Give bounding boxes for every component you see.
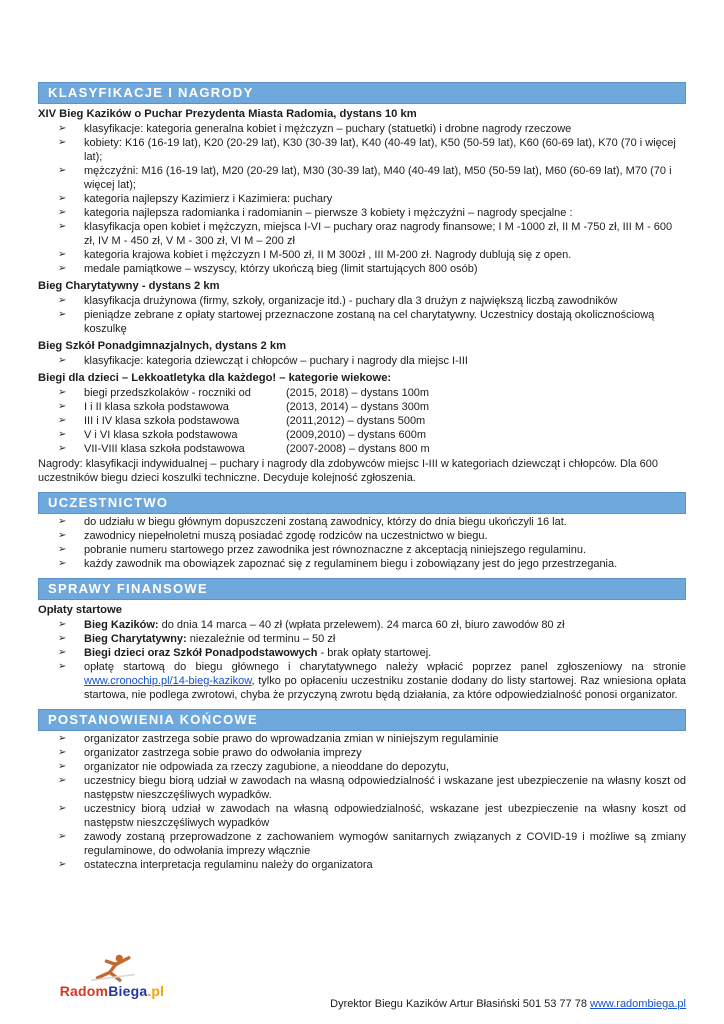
list-item [58,529,686,543]
list-item [58,400,686,414]
bullet-arrow-icon: ➢ [58,309,67,320]
section-header-postanowienia: POSTANOWIENIA KOŃCOWE [38,709,686,731]
list-item-text: kategoria krajowa kobiet i mężczyzn I M-500 zł, II M 300zł , III M-200 zł. Nagrody dublują się z open. [84,249,572,261]
list-item [58,192,686,206]
list-item [58,802,686,830]
list-item-text [84,428,686,442]
runner-icon [84,952,140,986]
radombiega-logo [46,952,178,999]
kids-race-detail: (2013, 2014) – dystans 300m [286,401,430,413]
kids-race-detail: (2007-2008) – dystans 800 m [286,443,430,455]
list-item [58,632,686,646]
kids-note-paragraph: Nagrody: klasyfikacji indywidualnej – puchary i nagrody dla zdobywców miejsc I-III w kategoriach dziewcząt i chłopców. Dla 600 uczestników biegu dzieci koszulki techniczne. Decyduje kolejność zgłoszenia. [38,458,658,484]
finansowe-list [38,618,686,702]
footer-contact-text: Dyrektor Biegu Kazików Artur Błasiński 501 53 77 78 [330,998,590,1010]
list-item [58,774,686,802]
section-header-uczestnictwo: UCZESTNICTWO [38,492,686,514]
list-item [58,136,686,164]
list-item [58,646,686,660]
bullet-arrow-icon: ➢ [58,249,67,260]
list-item-text: Bieg Charytatywny: niezależnie od terminu – 50 zł [84,633,336,645]
bullet-arrow-icon: ➢ [58,831,67,842]
bullet-arrow-icon: ➢ [58,429,67,440]
postanowienia-list [38,732,686,872]
list-item-text: ostateczna interpretacja regulaminu należy do organizatora [84,859,373,871]
kids-race-label: III i IV klasa szkoła podstawowa [84,415,240,427]
subheading-bieg-szkol: Bieg Szkół Ponadgimnazjalnych, dystans 2 km [38,340,287,352]
uczestnictwo-list [38,515,686,571]
list-item-text: uczestnicy biorą udział w zawodach na własną odpowiedzialność, wskazane jest ubezpieczenie na własny koszt od następstw nieszczęśliwych wypadków [84,803,686,829]
list-item-text: kategoria najlepsza radomianka i radomianin – pierwsze 3 kobiety i mężczyźni – nagrody specjalne : [84,207,573,219]
list-item [58,618,686,632]
bullet-arrow-icon: ➢ [58,516,67,527]
section-header-finansowe: SPRAWY FINANSOWE [38,578,686,600]
bullet-arrow-icon: ➢ [58,443,67,454]
list-item [58,760,686,774]
subheading-bieg-charytatywny: Bieg Charytatywny - dystans 2 km [38,280,220,292]
bullet-arrow-icon: ➢ [58,193,67,204]
list-item [58,262,686,276]
list-item-text: organizator nie odpowiada za rzeczy zagubione, a nieoddane do depozytu, [84,761,450,773]
kids-race-label: biegi przedszkolaków - roczniki od [84,387,251,399]
bullet-arrow-icon: ➢ [58,221,67,232]
kids-race-label: VII-VIII klasa szkoła podstawowa [84,443,245,455]
list-item [58,830,686,858]
logo-part-biega: Biega [108,983,148,999]
list-item-text: uczestnicy biegu biorą udział w zawodach na własną odpowiedzialność i wskazane jest ubezpieczenie na własny koszt od następstw nieszczęśliwych wypadków. [84,775,686,801]
list-item [58,122,686,136]
radombiega-link[interactable]: www.radombiega.pl [590,998,686,1010]
list-item [58,308,686,336]
bullet-arrow-icon: ➢ [58,415,67,426]
list-item [58,660,686,702]
list-item [58,386,686,400]
list-item-text [84,400,686,414]
list-item-text: klasyfikacje: kategoria generalna kobiet i mężczyzn – puchary (statuetki) i drobne nagrody rzeczowe [84,123,572,135]
bullet-arrow-icon: ➢ [58,530,67,541]
bullet-arrow-icon: ➢ [58,207,67,218]
list-item-text: kobiety: K16 (16-19 lat), K20 (20-29 lat), K30 (30-39 lat), K40 (40-49 lat), K50 (50-59 lat), K60 (60-69 lat), K70 (70 i więcej lat); [84,137,676,163]
list-item [58,515,686,529]
list-item-text: organizator zastrzega sobie prawo do odwołania imprezy [84,747,362,759]
list-item-text [84,386,686,400]
szkoly-list [38,354,686,368]
list-item-text: Bieg Kazików: do dnia 14 marca – 40 zł (wpłata przelewem). 24 marca 60 zł, biuro zawodów 80 zł [84,619,565,631]
list-item [58,220,686,248]
kids-race-label: V i VI klasa szkoła podstawowa [84,429,238,441]
bullet-arrow-icon: ➢ [58,544,67,555]
list-item-text: pieniądze zebrane z opłaty startowej przeznaczone zostaną na cel charytatywny. Uczestnicy dostają okolicznościową koszulkę [84,309,655,335]
list-item-text: klasyfikacje: kategoria dziewcząt i chłopców – puchary i nagrody dla miejsc I-III [84,355,468,367]
list-item [58,428,686,442]
list-item-text [84,442,686,456]
list-item [58,294,686,308]
bullet-arrow-icon: ➢ [58,137,67,148]
bullet-arrow-icon: ➢ [58,647,67,658]
list-item [58,858,686,872]
bullet-arrow-icon: ➢ [58,775,67,786]
list-item-text: klasyfikacja open kobiet i mężczyzn, miejsca I-VI – puchary oraz nagrody finansowe; I M -1000 zł, II M -750 zł, III M - 600 zł, IV M - 450 zł, V M - 300 zł, VI M – 200 zł [84,221,673,247]
bullet-arrow-icon: ➢ [58,859,67,870]
list-item [58,543,686,557]
charytatywny-list [38,294,686,336]
bullet-arrow-icon: ➢ [58,165,67,176]
list-item [58,248,686,262]
list-item-text: zawodnicy niepełnoletni muszą posiadać zgodę rodziców na uczestnictwo w biegu. [84,530,488,542]
logo-part-pl: .pl [147,983,165,999]
klasyfikacje-main-list [38,122,686,276]
kids-race-detail: (2015, 2018) – dystans 100m [286,387,430,399]
kids-list [38,386,686,456]
bullet-arrow-icon: ➢ [58,355,67,366]
list-item-text: organizator zastrzega sobie prawo do wprowadzania zmian w niniejszym regulaminie [84,733,499,745]
bullet-arrow-icon: ➢ [58,633,67,644]
bullet-arrow-icon: ➢ [58,733,67,744]
subheading-bieg-kazikow: XIV Bieg Kazików o Puchar Prezydenta Miasta Radomia, dystans 10 km [38,108,417,120]
list-item-text: pobranie numeru startowego przez zawodnika jest równoznaczne z akceptacją niniejszego regulaminu. [84,544,587,556]
bullet-arrow-icon: ➢ [58,558,67,569]
footer-contact-line [330,997,686,1011]
logo-part-radom: Radom [59,983,109,999]
list-item-text: zawody zostaną przeprowadzone z zachowaniem wymogów sanitarnych związanych z COVID-19 i możliwe są zmiany regulaminowe, do odwołania imprezy włącznie [84,831,686,857]
list-item-text: kategoria najlepszy Kazimierz i Kazimiera: puchary [84,193,333,205]
list-item [58,746,686,760]
list-item-text [84,414,686,428]
list-item-text: mężczyźni: M16 (16-19 lat), M20 (20-29 lat), M30 (30-39 lat), M40 (40-49 lat), M50 (50-59 lat), M60 (60-69 lat), M70 (70 i więcej lat); [84,165,672,191]
list-item [58,732,686,746]
kids-race-detail: (2011,2012) – dystans 500m [286,415,426,427]
document-content [38,82,686,872]
subheading-biegi-dzieci: Biegi dla dzieci – Lekkoatletyka dla każdego! – kategorie wiekowe: [38,372,392,384]
bullet-arrow-icon: ➢ [58,123,67,134]
bullet-arrow-icon: ➢ [58,387,67,398]
bullet-arrow-icon: ➢ [58,401,67,412]
bullet-arrow-icon: ➢ [58,263,67,274]
list-item [58,354,686,368]
bullet-arrow-icon: ➢ [58,747,67,758]
bullet-arrow-icon: ➢ [58,661,67,672]
logo-wordmark [46,983,178,999]
bullet-arrow-icon: ➢ [58,803,67,814]
kids-race-label: I i II klasa szkoła podstawowa [84,401,229,413]
list-item [58,206,686,220]
list-item [58,164,686,192]
bullet-arrow-icon: ➢ [58,619,67,630]
list-item [58,442,686,456]
list-item-text: opłatę startową do biegu głównego i charytatywnego należy wpłacić poprzez panel zgłoszeniowy na stronie www.cronochip.pl/14-bieg-kazikow, tylko po opłaceniu uczestniku zostanie dodany do listy startowej. Raz wniesiona opłata startowa, nie podlega zwrotowi, chyba że przyczyną zwrotu będą działania, za które odpowiedzialność ponosi organizator. [84,661,686,701]
bullet-arrow-icon: ➢ [58,295,67,306]
cronochip-link[interactable]: www.cronochip.pl/14-bieg-kazikow [84,675,252,687]
bullet-arrow-icon: ➢ [58,761,67,772]
list-item-text: medale pamiątkowe – wszyscy, którzy ukończą bieg (limit startujących 800 osób) [84,263,478,275]
list-item [58,557,686,571]
list-item-text: Biegi dzieci oraz Szkół Ponadpodstawowych - brak opłaty startowej. [84,647,432,659]
list-item-text: klasyfikacja drużynowa (firmy, szkoły, organizacje itd.) - puchary dla 3 drużyn z największą liczbą zawodników [84,295,618,307]
section-header-klasyfikacje: KLASYFIKACJE I NAGRODY [38,82,686,104]
list-item-text: do udziału w biegu głównym dopuszczeni zostaną zawodnicy, którzy do dnia biegu ukończyli 16 lat. [84,516,567,528]
list-item [58,414,686,428]
list-item-text: każdy zawodnik ma obowiązek zapoznać się z regulaminem biegu i zobowiązany jest do jego przestrzegania. [84,558,618,570]
kids-race-detail: (2009,2010) – dystans 600m [286,429,427,441]
subheading-oplaty-startowe: Opłaty startowe [38,604,122,616]
